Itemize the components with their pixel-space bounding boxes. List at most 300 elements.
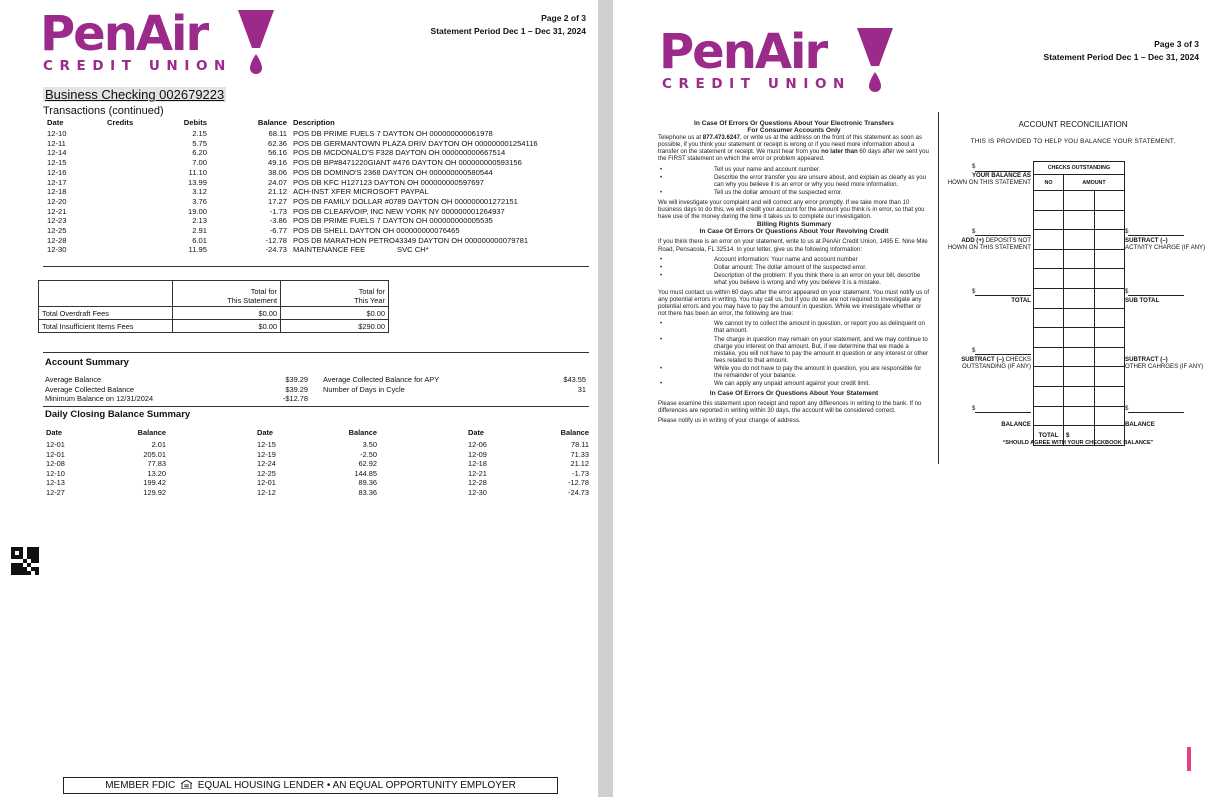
col-no: NO [1034, 175, 1064, 191]
dollar-sign: $ [972, 228, 976, 235]
fees-header-statement-line1: Total for [250, 287, 277, 296]
col-date: Date [468, 428, 485, 437]
tx-balance: 62.36 [267, 138, 287, 148]
check-amount-cell[interactable] [1064, 249, 1095, 269]
col-balance: Balance [348, 428, 377, 437]
check-amount-cell[interactable] [1064, 328, 1095, 348]
label-text: ACTIVITY CHARGE (IF ANY) [1125, 244, 1206, 252]
daily-balance-row [46, 478, 591, 488]
tx-debits: 11.95 [188, 245, 207, 255]
dollar-sign: $ [972, 163, 976, 170]
fee-year-value: $0.00 [281, 307, 389, 320]
tx-description: POS DB BP#8471220GIANT #476 DAYTON OH 000000000593156 [293, 158, 522, 168]
grid-row [1034, 386, 1125, 406]
check-amount-cell[interactable] [1094, 328, 1125, 348]
tx-debits: 3.76 [192, 196, 207, 206]
statement-period: Statement Period Dec 1 – Dec 31, 2024 [1043, 52, 1199, 62]
grid-row [1034, 230, 1125, 250]
summary-value: $39.29 [285, 375, 308, 384]
bullet-text: • We cannot try to collect the amount in question, or report you as delinquent on that amount. [714, 320, 925, 335]
tx-balance: 21.12 [267, 187, 287, 197]
tx-debits: 6.20 [192, 148, 207, 158]
fees-header-blank [39, 281, 173, 307]
check-amount-cell[interactable] [1094, 269, 1125, 289]
transaction-row [45, 187, 595, 197]
balance-amount: -1.73 [572, 468, 589, 478]
grid-row [1034, 406, 1125, 426]
check-amount-cell[interactable] [1094, 386, 1125, 406]
bullet-text: • We can apply any unpaid amount against your credit limit. [714, 380, 871, 388]
label-bold: SUBTRACT (–) [1125, 237, 1168, 244]
fees-row [39, 320, 389, 333]
daily-balance-row [46, 488, 591, 498]
check-number-cell[interactable] [1034, 249, 1064, 269]
page-corner-mark [1187, 747, 1191, 771]
col-balance: Balance [560, 428, 589, 437]
grid-row [1034, 269, 1125, 289]
tx-balance: -3.86 [269, 216, 287, 226]
summary-value: 31 [577, 384, 586, 394]
summary-label: Minimum Balance on 12/31/2024 [45, 394, 154, 403]
label-bold: SUBTRACT (–) [1125, 356, 1168, 363]
transaction-row [45, 197, 595, 207]
col-description: Description [293, 118, 335, 127]
tx-balance: 56.16 [267, 148, 287, 158]
balance-date: 12-10 [46, 468, 65, 478]
account-summary-title: Account Summary [45, 357, 129, 368]
tx-description: POS DB MCDONALD'S F328 DAYTON OH 000000000667514 [293, 148, 506, 158]
grid-row [1034, 191, 1125, 211]
tx-debits: 11.10 [188, 167, 207, 177]
tx-date: 12-15 [47, 158, 67, 168]
balance-amount: 3.50 [362, 440, 377, 449]
balance-date: 12-18 [468, 459, 487, 469]
grid-row [1034, 367, 1125, 387]
subtract-checks-label [943, 356, 1031, 370]
balance-date: 12-01 [46, 440, 65, 449]
exclamation-mark-icon [857, 28, 895, 92]
balance-amount: 77.83 [147, 459, 166, 469]
balance-date: 12-27 [46, 488, 65, 497]
check-number-cell[interactable] [1034, 367, 1064, 387]
reconciliation-subtitle: THIS IS PROVIDED TO HELP YOU BALANCE YOUR STATEMENT. [970, 138, 1176, 145]
dollar-sign: $ [1125, 228, 1129, 235]
bullet-item [658, 174, 930, 188]
balance-date: 12-01 [46, 449, 65, 459]
col-date: Date [46, 428, 63, 437]
tx-date: 12-17 [47, 177, 67, 187]
logo-subtitle: CREDIT UNION [662, 76, 851, 92]
tx-date: 12-18 [47, 187, 67, 197]
tx-date: 12-28 [47, 235, 67, 245]
checks-outstanding-grid [1033, 161, 1125, 446]
disclosure-paragraph: If you think there is an error on your statement, write to us at PenAir Credit Union, 1495 E. Nine Mile Road, Pensacola, FL 32514. In your letter, give us the following information: [658, 238, 928, 253]
check-number-cell[interactable] [1034, 191, 1064, 211]
your-balance-label [943, 172, 1031, 186]
total-line[interactable] [975, 295, 1031, 296]
label-text: HOWN ON THIS STATEMENT [947, 179, 1031, 187]
transaction-row [45, 245, 595, 255]
tx-description: POS DB SHELL DAYTON OH 000000000076465 [293, 226, 460, 235]
equal-housing-icon [181, 780, 192, 789]
tx-description: POS DB PRIME FUELS 7 DAYTON OH 000000000061978 [293, 129, 493, 138]
tx-balance: 49.16 [267, 158, 287, 168]
col-balance: Balance [257, 118, 287, 127]
fees-table [38, 280, 389, 333]
balance-amount: 78.11 [571, 440, 589, 449]
grid-row [1034, 347, 1125, 367]
tx-date: 12-23 [47, 216, 67, 226]
balance-amount: -2.50 [360, 449, 377, 459]
tx-date: 12-21 [47, 206, 67, 216]
bullet-item [658, 264, 930, 271]
sub-total-line[interactable] [1128, 295, 1184, 296]
phone-number: 877.473.6247 [702, 134, 741, 142]
grid-body [1034, 191, 1125, 426]
daily-balance-row [46, 469, 591, 479]
bullet-item [658, 320, 930, 334]
check-amount-cell[interactable] [1094, 406, 1125, 426]
statement-period: Statement Period Dec 1 – Dec 31, 2024 [430, 26, 586, 36]
equal-housing-text: EQUAL HOUSING LENDER • AN EQUAL OPPORTUNITY EMPLOYER [197, 780, 516, 791]
balance-amount: -12.78 [568, 478, 589, 488]
summary-value: $43.55 [563, 375, 586, 384]
footer-disclosure [63, 777, 558, 794]
balance-date: 12-01 [257, 478, 276, 488]
fee-label: Total Overdraft Fees [39, 307, 173, 320]
daily-balance-row [46, 440, 591, 450]
bullet-text: • Describe the error transfer you are unsure about, and explain as clearly as you can why you believe it is an error or why you need more information. [714, 173, 927, 188]
label-text: HOWN ON THIS STATEMENT [947, 244, 1031, 252]
disclosure-paragraph: You must contact us within 60 days after the error appeared on your statement. You must notify us of any potential errors in writing. You may call us, but if you do we are not required to investigate any potential errors and you may have to pay the amount in question. While we investigate whether or not there has been an error, the following are true: [658, 288, 930, 318]
tx-balance: -1.73 [269, 206, 287, 216]
disclosure-paragraph: Please notify us in writing of your change of address. [658, 417, 801, 425]
bullet-text: • The charge in question may remain on your statement, and we may continue to charge you interest on that amount. But, if we determine that we made a mistake, you will not have to pay the amount in question or any interest or other fees related to that amount. [714, 335, 929, 364]
tx-balance: 38.06 [267, 167, 287, 177]
transaction-row [45, 236, 595, 246]
bullet-item [658, 189, 930, 196]
fees-header-year-line1: Total for [358, 287, 385, 296]
check-amount-cell[interactable] [1064, 406, 1095, 426]
balance-date: 12-06 [468, 440, 487, 449]
daily-balance-row [46, 450, 591, 460]
balance-date: 12-09 [468, 449, 487, 459]
exclamation-mark-icon [238, 10, 276, 74]
page-header-info [400, 12, 586, 38]
grid-header-row [1034, 162, 1125, 175]
text-span: , or write us at the address on the front of this statement as soon as possible, if you think your statement or receipt is wrong or if you need more information about a transfer on the statement or receipt. We must hear from you [658, 134, 922, 156]
balance-amount: 62.92 [358, 459, 377, 469]
balance-amount: 21.12 [570, 459, 589, 469]
balance-date: 12-25 [257, 468, 276, 478]
tx-description: POS DB DOMINO'S 2368 DAYTON OH 000000000580544 [293, 167, 493, 177]
tx-debits: 13.99 [187, 177, 207, 187]
summary-label: Number of Days in Cycle [323, 384, 405, 394]
bullet-text: • While you do not have to pay the amount in question, you are responsible for the remainder of your balance. [714, 364, 922, 379]
grid-total-label: TOTAL [1034, 426, 1064, 446]
transaction-row [45, 148, 595, 158]
text-span: Telephone us at [658, 134, 703, 142]
fees-header-row [39, 281, 389, 307]
fees-header-statement-line2: This Statement [227, 296, 277, 305]
check-amount-cell[interactable] [1094, 249, 1125, 269]
fees-row [39, 307, 389, 320]
summary-label: Average Collected Balance [45, 384, 135, 394]
balance-label [943, 421, 1031, 428]
transaction-row [45, 129, 595, 139]
check-number-cell[interactable] [1034, 210, 1064, 230]
label-text: CHECKS [1005, 356, 1031, 363]
label-text: OUTSTANDING (IF ANY) [962, 363, 1031, 371]
checks-outstanding-label: CHECKS OUTSTANDING [1034, 162, 1125, 175]
fees-header-year [281, 281, 389, 307]
balance-date: 12-30 [468, 488, 487, 497]
check-number-cell[interactable] [1034, 406, 1064, 426]
final-balance-line[interactable] [1128, 412, 1184, 413]
tx-date: 12-16 [47, 167, 67, 177]
label-bold: SUBTRACT (–) [961, 356, 1004, 363]
summary-label: Average Balance [45, 375, 102, 384]
dollar-sign: $ [972, 347, 976, 354]
balance-amount: 144.85 [354, 468, 377, 478]
activity-charge-line[interactable] [1128, 235, 1184, 236]
bullet-item [658, 336, 930, 364]
check-amount-cell[interactable] [1064, 308, 1095, 328]
daily-balance-row [46, 459, 591, 469]
check-amount-cell[interactable] [1094, 288, 1125, 308]
check-amount-cell[interactable] [1094, 210, 1125, 230]
tx-debits: 6.01 [192, 235, 207, 245]
member-fdic-text: MEMBER FDIC [105, 780, 176, 791]
check-amount-cell[interactable] [1064, 347, 1095, 367]
balance-amount: 129.92 [143, 488, 166, 497]
balance-amount: 83.36 [358, 488, 377, 497]
check-number-cell[interactable] [1034, 347, 1064, 367]
tx-debits: 7.00 [192, 158, 207, 168]
total-label [943, 297, 1031, 304]
tx-debits: 2.15 [192, 129, 207, 138]
grid-row [1034, 249, 1125, 269]
tx-debits: 5.75 [192, 138, 207, 148]
check-number-cell[interactable] [1034, 288, 1064, 308]
balance-amount: 199.42 [143, 478, 166, 488]
transaction-row [45, 207, 595, 217]
col-date: Date [47, 118, 64, 127]
summary-row [45, 385, 590, 395]
disclosure-subheading: For Consumer Accounts Only [747, 127, 841, 135]
balance-date: 12-12 [257, 488, 276, 497]
grid-row [1034, 210, 1125, 230]
tx-date: 12-20 [47, 196, 67, 206]
dollar-sign: $ [1125, 288, 1129, 295]
summary-value: -$12.78 [282, 394, 308, 403]
tx-balance: -12.78 [265, 235, 287, 245]
tx-description: MAINTENANCE FEE [293, 245, 366, 255]
balance-amount: 2.01 [151, 440, 166, 449]
sub-total-label [1125, 297, 1159, 304]
tx-date: 12-11 [47, 138, 66, 148]
summary-row [45, 375, 590, 385]
transaction-row [45, 139, 595, 149]
dollar-sign: $ [1125, 405, 1129, 412]
tx-description: POS DB CLEARVOIP, INC NEW YORK NY 000000001264937 [293, 206, 505, 216]
check-amount-cell[interactable] [1094, 308, 1125, 328]
bullet-item [658, 380, 930, 387]
tx-balance: 68.11 [268, 129, 287, 138]
summary-value: $39.29 [285, 384, 308, 394]
grid-total-dollar: $ [1064, 426, 1095, 446]
col-debits: Debits [183, 118, 207, 127]
penair-logo [659, 24, 899, 94]
tx-description: ACH-INST XFER MICROSOFT PAYPAL [293, 187, 429, 197]
transactions-header [45, 118, 595, 128]
transaction-row [45, 158, 595, 168]
tx-balance: 17.27 [267, 196, 287, 206]
daily-balance-header [46, 428, 591, 438]
qr-code-icon [11, 547, 39, 575]
bullet-text: • Account information: Your name and account number [714, 255, 858, 263]
transactions-divider [43, 266, 589, 267]
tx-date: 12-25 [47, 226, 67, 235]
balance-amount: 205.01 [143, 449, 166, 459]
fee-statement-value: $0.00 [173, 320, 281, 333]
disclosure-paragraph: Please examine this statement upon receipt and report any differences in writing to the bank. If no differences are reported in writing within 30 days, the account will be considered correct. [658, 400, 922, 415]
statement-page-3 [613, 0, 1230, 797]
page-number: Page 2 of 3 [541, 13, 586, 23]
check-amount-cell[interactable] [1064, 210, 1095, 230]
subtract-other-label [1125, 356, 1203, 370]
tx-description: POS DB FAMILY DOLLAR #0789 DAYTON OH 000000001272151 [293, 196, 518, 206]
transaction-row [45, 178, 595, 188]
bullet-text: • Tell us your name and account number. [714, 165, 821, 173]
subtract-activity-label [1125, 237, 1205, 251]
balance-date: 12-21 [468, 468, 487, 478]
disclosure-heading: In Case Of Errors Or Questions About Your Electronic Transfers [694, 120, 894, 127]
balance-date: 12-15 [257, 440, 276, 449]
check-number-cell[interactable] [1034, 308, 1064, 328]
checks-outstanding-line[interactable] [975, 354, 1031, 355]
balance-date: 12-24 [257, 459, 276, 469]
bullet-item [658, 272, 930, 286]
transaction-row [45, 226, 595, 236]
logo-wordmark: PenAir [659, 24, 827, 80]
bullet-item [658, 365, 930, 379]
grid-row [1034, 328, 1125, 348]
fee-statement-value: $0.00 [173, 307, 281, 320]
balance-amount: 89.36 [358, 478, 377, 488]
daily-divider [43, 406, 589, 407]
fee-year-value: $290.00 [281, 320, 389, 333]
transaction-row [45, 216, 595, 226]
balance-date: 12-13 [46, 478, 65, 488]
disclosure-paragraph [658, 134, 930, 162]
label-bold: ADD (+) [961, 237, 984, 244]
summary-label: Average Collected Balance for APY [323, 375, 440, 384]
balance-date: 12-19 [257, 449, 276, 459]
check-amount-cell[interactable] [1064, 269, 1095, 289]
check-amount-cell[interactable] [1094, 191, 1125, 211]
logo-wordmark: PenAir [40, 6, 208, 62]
bullet-text: • Tell us the dollar amount of the suspected error. [714, 188, 843, 196]
check-number-cell[interactable] [1034, 269, 1064, 289]
bullet-text: • Dollar amount: The dollar amount of the suspected error. [714, 263, 867, 271]
fees-header-year-line2: This Year [354, 296, 385, 305]
check-amount-cell[interactable] [1094, 367, 1125, 387]
label-bold: YOUR BALANCE AS [971, 172, 1031, 179]
col-amount: AMOUNT [1064, 175, 1125, 191]
col-balance: Balance [137, 428, 166, 437]
grid-row [1034, 308, 1125, 328]
check-number-cell[interactable] [1034, 386, 1064, 406]
balance-amount: 71.33 [570, 449, 589, 459]
balance-date: 12-08 [46, 459, 65, 469]
dollar-sign: $ [972, 405, 976, 412]
grid-row [1034, 288, 1125, 308]
tx-extra: SVC CH* [397, 245, 429, 255]
check-amount-cell[interactable] [1094, 230, 1125, 250]
tx-balance: 24.07 [267, 177, 287, 187]
check-amount-cell[interactable] [1094, 347, 1125, 367]
bullet-item [658, 256, 930, 263]
tx-debits: 2.13 [192, 216, 207, 226]
tx-balance: -6.77 [269, 226, 287, 235]
balance-line[interactable] [975, 412, 1031, 413]
tx-description: POS DB MARATHON PETRO43349 DAYTON OH 000000000079781 [293, 235, 529, 245]
col-credits: Credits [107, 118, 134, 127]
disclosures-column [658, 120, 930, 428]
disclosure-heading: Billing Rights Summary [756, 221, 832, 229]
column-divider [938, 112, 939, 464]
reconciliation-title: ACCOUNT RECONCILIATION [1018, 120, 1128, 129]
check-amount-cell[interactable] [1064, 191, 1095, 211]
statement-page-2 [0, 0, 598, 797]
tx-debits: 3.12 [192, 187, 207, 197]
tx-description: POS DB KFC H127123 DAYTON OH 000000000597697 [293, 177, 484, 187]
tx-debits: 19.00 [187, 206, 207, 216]
tx-description: POS DB GERMANTOWN PLAZA DRIV DAYTON OH 000000001254116 [293, 138, 538, 148]
check-number-cell[interactable] [1034, 328, 1064, 348]
check-amount-cell[interactable] [1064, 367, 1095, 387]
daily-balance-title: Daily Closing Balance Summary [45, 409, 191, 420]
transactions-heading: Transactions (continued) [43, 105, 164, 117]
transaction-row [45, 168, 595, 178]
check-number-cell[interactable] [1034, 230, 1064, 250]
check-amount-cell[interactable] [1064, 386, 1095, 406]
summary-row [45, 394, 590, 404]
check-amount-cell[interactable] [1064, 288, 1095, 308]
tx-balance: -24.73 [265, 245, 287, 255]
balance-date: 12-28 [468, 478, 487, 488]
label-bold: BALANCE [1125, 421, 1155, 428]
grid-subheader-row [1034, 175, 1125, 191]
tx-debits: 2.91 [192, 226, 207, 235]
balance-amount: -24.73 [568, 488, 589, 497]
dollar-sign: $ [972, 288, 976, 295]
tx-description: POS DB PRIME FUELS 7 DAYTON OH 000000000005535 [293, 216, 493, 226]
page-header-info [1013, 38, 1199, 64]
tx-date: 12-14 [47, 148, 67, 158]
check-amount-cell[interactable] [1064, 230, 1095, 250]
add-deposits-label [943, 237, 1031, 251]
balance-amount: 13.20 [147, 468, 166, 478]
label-text: DEPOSITS NOT [985, 237, 1031, 244]
label-bold: TOTAL [1011, 297, 1031, 304]
checkbook-note: “SHOULD AGREE WITH YOUR CHECKBOOK BALANCE” [1002, 440, 1154, 446]
deposits-line[interactable] [975, 235, 1031, 236]
tx-date: 12-10 [47, 129, 67, 138]
text-span: 60 days after we sent you the FIRST statement on which the error or problem appeared. [658, 148, 929, 163]
bullet-text: • Description of the problem: If you think there is an error on your bill, describe what you believe is wrong and why you believe it is a mistake. [714, 271, 921, 286]
